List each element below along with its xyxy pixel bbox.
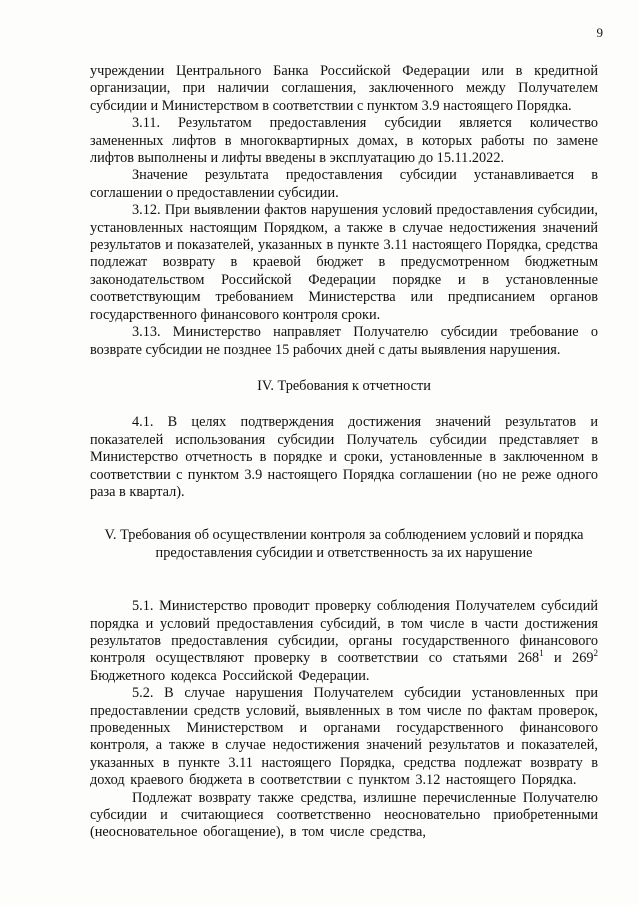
paragraph-5-3: Подлежат возврату также средства, излишне перечисленные Получателю субсидии и считающиеся соответственно неосновательно приобретенными (неосновательное обогащение), в том числе средства, xyxy=(90,789,598,841)
paragraph-3-12: 3.12. При выявлении фактов нарушения условий предоставления субсидии, установленных настоящим Порядком, а также в случае недостижения значений результатов и показателей, указанных в пункте 3.11 настоящего Порядка, средства подлежат возврату в краевой бюджет в предусмотренном бюджетным законодательством Российской Федерации порядке и в установленные соответствующим требованием Министерства или предписанием органов государственного финансового контроля сроки. xyxy=(90,202,598,323)
paragraph-continuation: учреждении Центрального Банка Российской Федерации или в кредитной организации, при наличии соглашения, заключенного между Получателем субсидии и Министерством в соответствии с пунктом 3.9 настоящего Порядка. xyxy=(90,63,598,114)
page-number: 9 xyxy=(596,25,603,40)
paragraph-5-1-end: Бюджетного кодекса Российской Федерации. xyxy=(90,667,370,684)
superscript-1: 1 xyxy=(539,648,544,659)
paragraph-5-1-main: 5.1. Министерство проводит проверку соблюдения Получателем субсидий порядка и условий предоставления субсидий, в том числе в части достижения результатов предоставления субсидии, органы государственного финансового контроля осуществляют проверку в соответствии со статьями 268 xyxy=(90,598,598,667)
paragraph-5-1-mid: и 269 xyxy=(543,650,594,667)
section-heading-iv: IV. Требования к отчетности xyxy=(257,377,431,394)
paragraph-3-11: 3.11. Результатом предоставления субсидии является количество замененных лифтов в многоквартирных домах, в которых работы по замене лифтов выполнены и лифты введены в эксплуатацию до 15.11.2022. xyxy=(90,115,598,167)
paragraph-3-13: 3.13. Министерство направляет Получателю субсидии требование о возврате субсидии не позднее 15 рабочих дней с даты выявления нарушения. xyxy=(90,324,598,358)
document-body xyxy=(90,63,598,842)
section-heading-v: V. Требования об осуществлении контроля за соблюдением условий и порядка предоставления субсидии и ответственность за их нарушение xyxy=(104,527,584,561)
paragraph-5-2: 5.2. В случае нарушения Получателем субсидии установленных при предоставлении средств условий, выявленных в том числе по фактам проверок, проведенных Министерством и органами государственного финансового контроля, а также в случае недостижения значений результатов и показателей, указанных в пункте 3.11 настоящего Порядка, средства подлежат возврату в доход краевого бюджета в соответствии с пунктом 3.12 настоящего Порядка. xyxy=(90,685,598,789)
paragraph-4-1: 4.1. В целях подтверждения достижения значений результатов и показателей использования субсидии Получатель субсидии представляет в Министерство отчетность в порядке и сроки, установленные в заключенном в соответствии с пунктом 3.9 настоящего Порядка соглашении (но не реже одного раза в квартал). xyxy=(90,414,598,500)
paragraph-5-1 xyxy=(90,598,598,685)
superscript-2: 2 xyxy=(593,648,599,659)
paragraph-3-11-value: Значение результата предоставления субсидии устанавливается в соглашении о предоставлении субсидии. xyxy=(90,167,598,201)
